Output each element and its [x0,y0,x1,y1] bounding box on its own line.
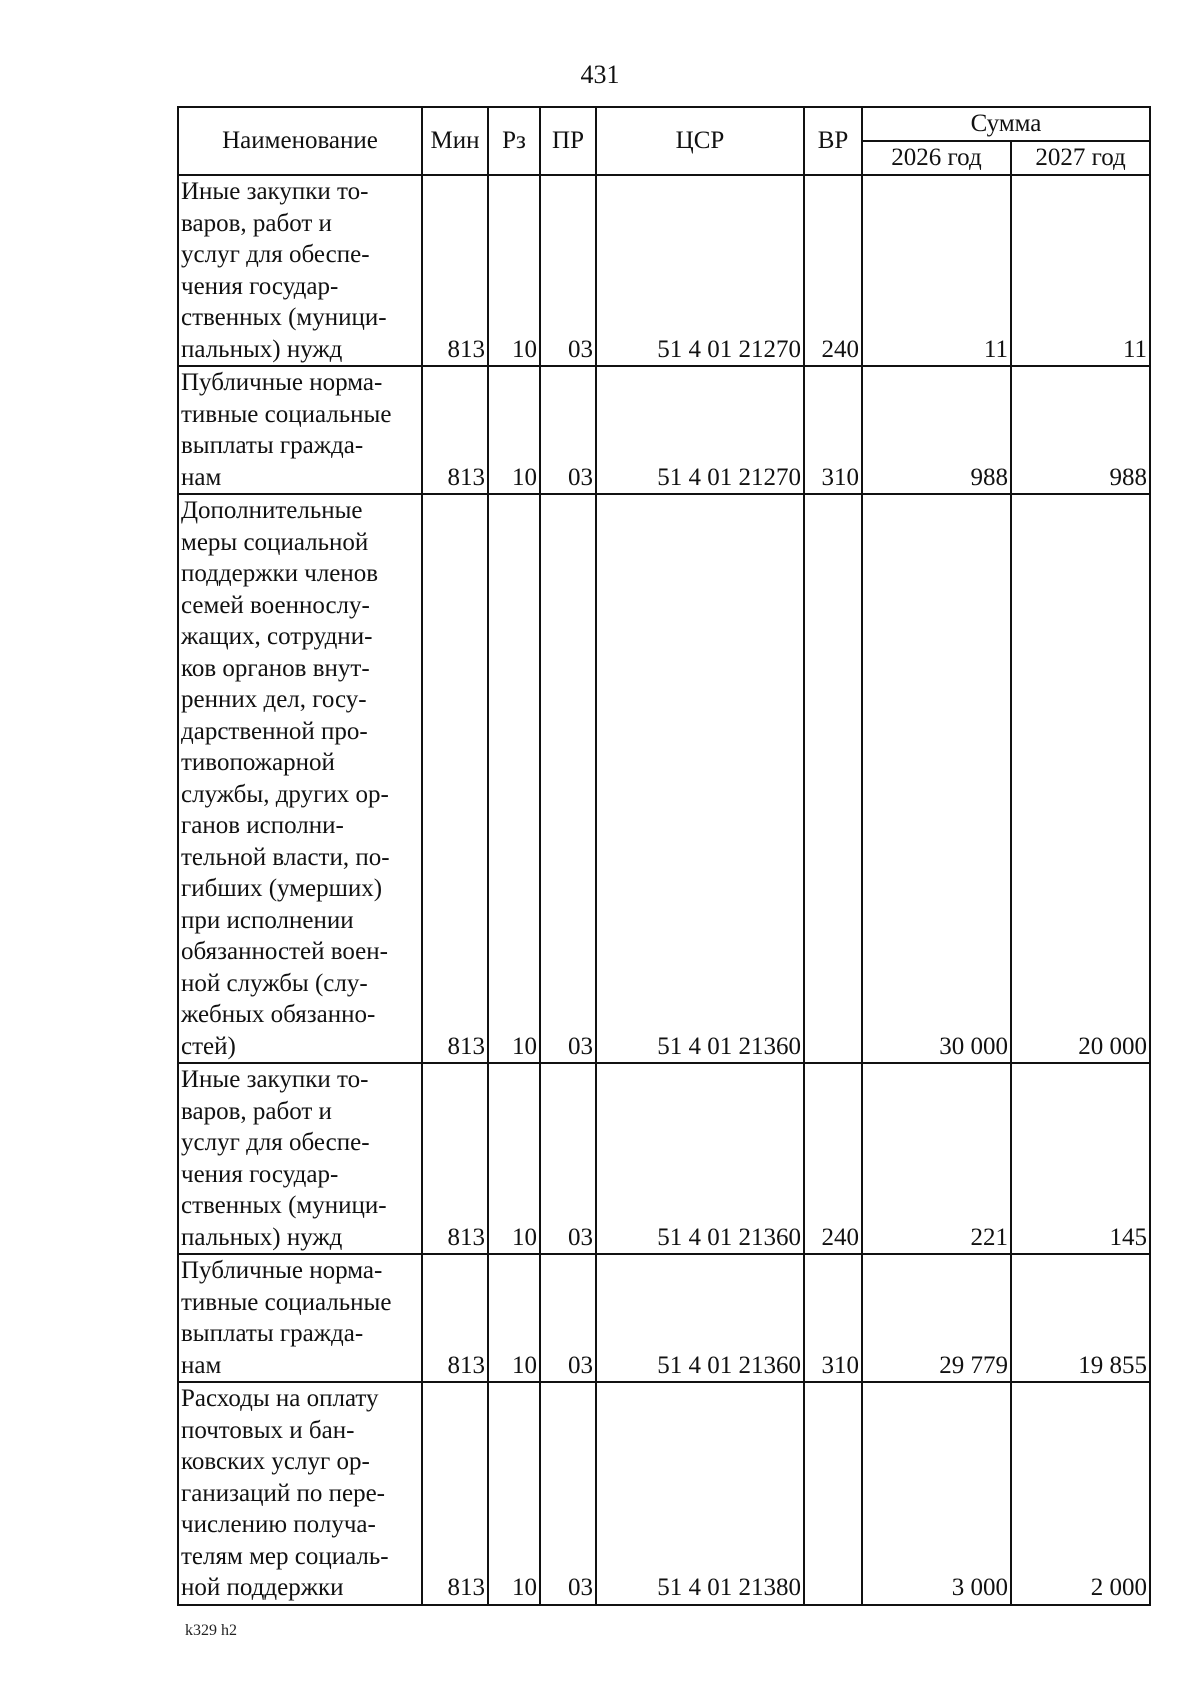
header-rz: Рз [488,107,540,175]
row-rz: 10 [488,1382,540,1605]
row-name: Публичные норма- тивные социальные выплаты гражда- нам [178,1254,422,1382]
row-amount-2027: 145 [1011,1063,1150,1254]
table-row [178,494,1150,1063]
row-pr: 03 [540,1382,596,1605]
row-csr: 51 4 01 21270 [596,366,804,494]
row-pr: 03 [540,366,596,494]
header-sum: Сумма [862,107,1150,141]
row-amount-2026: 3 000 [862,1382,1011,1605]
row-min: 813 [422,175,488,366]
row-rz: 10 [488,1063,540,1254]
row-amount-2026: 988 [862,366,1011,494]
row-rz: 10 [488,494,540,1063]
row-min: 813 [422,1254,488,1382]
row-name: Расходы на оплату почтовых и бан- ковских услуг ор- ганизаций по пере- числению получа- телям мер социаль- ной поддержки [178,1382,422,1605]
row-amount-2027: 11 [1011,175,1150,366]
row-csr: 51 4 01 21360 [596,1254,804,1382]
row-name: Иные закупки то- варов, работ и услуг для обеспе- чения государ- ственных (муници- пальных) нужд [178,1063,422,1254]
header-vr: ВР [804,107,862,175]
row-pr: 03 [540,494,596,1063]
row-vr: 240 [804,1063,862,1254]
header-pr: ПР [540,107,596,175]
table-row [178,1382,1150,1605]
row-rz: 10 [488,1254,540,1382]
row-vr: 310 [804,1254,862,1382]
row-amount-2026: 221 [862,1063,1011,1254]
row-amount-2027: 20 000 [1011,494,1150,1063]
row-min: 813 [422,1382,488,1605]
row-amount-2026: 29 779 [862,1254,1011,1382]
page-number: 431 [580,60,620,89]
row-pr: 03 [540,175,596,366]
row-amount-2026: 30 000 [862,494,1011,1063]
row-min: 813 [422,1063,488,1254]
table-row [178,175,1150,366]
row-csr: 51 4 01 21270 [596,175,804,366]
budget-table [177,106,1151,1606]
table-header [178,107,1150,175]
row-name: Иные закупки то- варов, работ и услуг для обеспе- чения государ- ственных (муници- пальных) нужд [178,175,422,366]
header-year-2027: 2027 год [1011,141,1150,175]
row-name: Дополнительные меры социальной поддержки членов семей военнослу- жащих, сотрудни- ков органов внут- ренних дел, госу- дарственной про- тивопожарной службы, других ор- ганов исполни- тельной власти, по- гибших (умерших) при исполнении обязанностей воен- ной службы (слу- жебных обязанно- стей) [178,494,422,1063]
header-csr: ЦСР [596,107,804,175]
row-csr: 51 4 01 21360 [596,1063,804,1254]
row-amount-2027: 19 855 [1011,1254,1150,1382]
row-pr: 03 [540,1254,596,1382]
row-name: Публичные норма- тивные социальные выплаты гражда- нам [178,366,422,494]
row-min: 813 [422,494,488,1063]
row-vr [804,1382,862,1605]
footer-code: k329 h2 [185,1622,237,1639]
table-row [178,366,1150,494]
row-vr: 240 [804,175,862,366]
header-min: Мин [422,107,488,175]
row-pr: 03 [540,1063,596,1254]
row-amount-2027: 988 [1011,366,1150,494]
row-min: 813 [422,366,488,494]
table-row [178,1063,1150,1254]
row-amount-2026: 11 [862,175,1011,366]
header-year-2026: 2026 год [862,141,1011,175]
row-vr: 310 [804,366,862,494]
row-vr [804,494,862,1063]
row-csr: 51 4 01 21380 [596,1382,804,1605]
header-name: Наименование [178,107,422,175]
row-csr: 51 4 01 21360 [596,494,804,1063]
row-rz: 10 [488,366,540,494]
row-amount-2027: 2 000 [1011,1382,1150,1605]
row-rz: 10 [488,175,540,366]
table-row [178,1254,1150,1382]
